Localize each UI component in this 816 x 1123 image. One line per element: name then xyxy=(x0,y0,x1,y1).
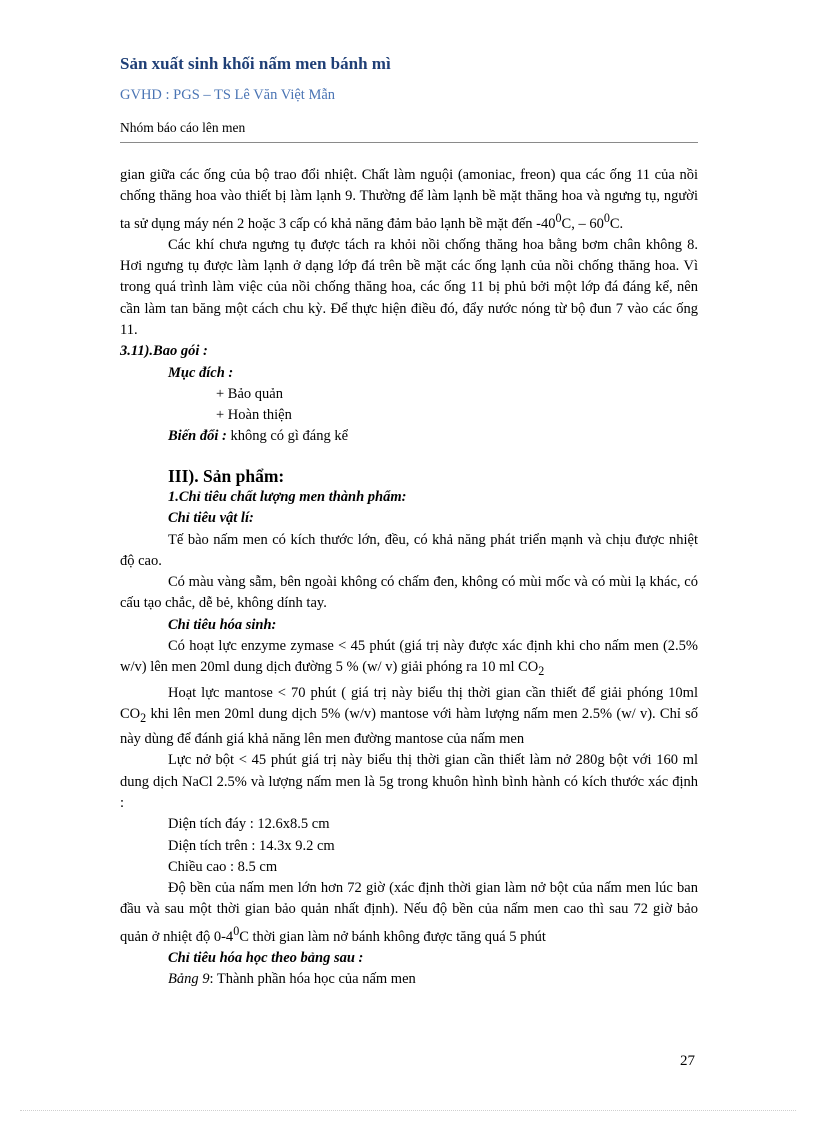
paragraph: Có hoạt lực enzyme zymase < 45 phút (giá trị này được xác định khi cho nấm men (2.5% w/v) lên men 20ml dung dịch đường 5 % (w/ v) giải phóng ra 10 ml $CO_2$ xyxy=(120,638,698,679)
paragraph: Hoạt lực mantose < 70 phút ( giá trị này biểu thị thời gian cần thiết để giải phóng 10ml $CO_2$ khi lên men 20ml dung dịch 5% (w/v) mantose với hàm lượng nấm men 2.5% (w/ v). Chỉ số này dùng để đánh giá khả năng lên men đường mantose của nấm men xyxy=(120,684,698,748)
header-title: Sản xuất sinh khối nấm men bánh mì xyxy=(120,54,391,73)
table-caption: Bảng 9: Thành phần hóa học của nấm men xyxy=(168,971,416,988)
list-item: Chiều cao : 8.5 cm xyxy=(168,858,278,875)
list-item: + Hoàn thiện xyxy=(216,407,292,424)
subheading: Mục đích : xyxy=(168,364,234,381)
paragraph: Tế bào nấm men có kích thước lớn, đều, có khả năng phát triển mạnh và chịu được nhiệt độ cao. xyxy=(120,531,698,569)
paragraph: Các khí chưa ngưng tụ được tách ra khỏi nồi chống thăng hoa bằng bơm chân không 8. Hơi ngưng tụ được làm lạnh ở dạng lớp đá trên bề mặt các ống lạnh của nồi chống thăng hoa. Vì trong quá trình làm việc của nồi chống thăng hoa, các ống 11 bị phủ bởi một lớp đá đáng kể, nên cần làm tan băng một cách chu kỳ. Để thực hiện điều đó, đẩy nước nóng từ bộ đun 7 vào các ống 11. xyxy=(120,236,698,338)
section-heading: 3.11).Bao gói : xyxy=(120,343,208,360)
paragraph: Lực nở bột < 45 phút giá trị này biểu thị thời gian cần thiết làm nở 280g bột với 160 ml dung dịch NaCl 2.5% và lượng nấm men là 5g trong khuôn hình bình hành có kích thước xác định : xyxy=(120,752,698,811)
header-supervisor: GVHD : PGS – TS Lê Văn Việt Mẫn xyxy=(120,87,336,103)
header-group: Nhóm báo cáo lên men xyxy=(120,120,246,135)
list-item: + Bảo quản xyxy=(216,385,283,402)
document-body xyxy=(120,165,698,990)
section-heading: III). Sản phẩm: xyxy=(168,465,285,486)
paragraph: Biến đổi : không có gì đáng kể xyxy=(168,428,349,445)
subheading: Chỉ tiêu hóa học theo bảng sau : xyxy=(168,949,364,966)
list-item: Diện tích trên : 14.3x 9.2 cm xyxy=(168,837,335,854)
page-number: 27 xyxy=(680,1053,695,1069)
footer-divider xyxy=(20,1110,796,1111)
subheading: 1.Chỉ tiêu chất lượng men thành phẩm: xyxy=(168,488,407,505)
list-item: Diện tích đáy : 12.6x8.5 cm xyxy=(168,816,330,833)
paragraph: Có màu vàng sẫm, bên ngoài không có chấm đen, không có mùi mốc và có mùi lạ khác, có cấu tạo chắc, dễ bẻ, không dính tay. xyxy=(120,574,698,612)
header-divider xyxy=(120,142,698,143)
paragraph: Độ bền của nấm men lớn hơn 72 giờ (xác định thời gian làm nở bột của nấm men lúc ban đầu và sau một thời gian bảo quản nhất định). Nếu độ bền của nấm men cao thì sau 72 giờ bảo quản ở nhiệt độ $0-4^0C$ thời gian làm nở bánh không được tăng quá 5 phút xyxy=(120,880,698,945)
subheading: Chỉ tiêu hóa sinh: xyxy=(168,616,277,633)
subheading: Chỉ tiêu vật lí: xyxy=(168,510,254,527)
paragraph: gian giữa các ống của bộ trao đổi nhiệt. Chất làm nguội (amoniac, freon) qua các ống 11 của nồi chống thăng hoa vào thiết bị làm lạnh 9. Thường để làm lạnh bề mặt thăng hoa và ngưng tụ, người ta sử dụng máy nén 2 hoặc 3 cấp có khả năng đảm bảo lạnh bề mặt đến $-40^0C$, – $60^0C$. xyxy=(120,167,698,232)
